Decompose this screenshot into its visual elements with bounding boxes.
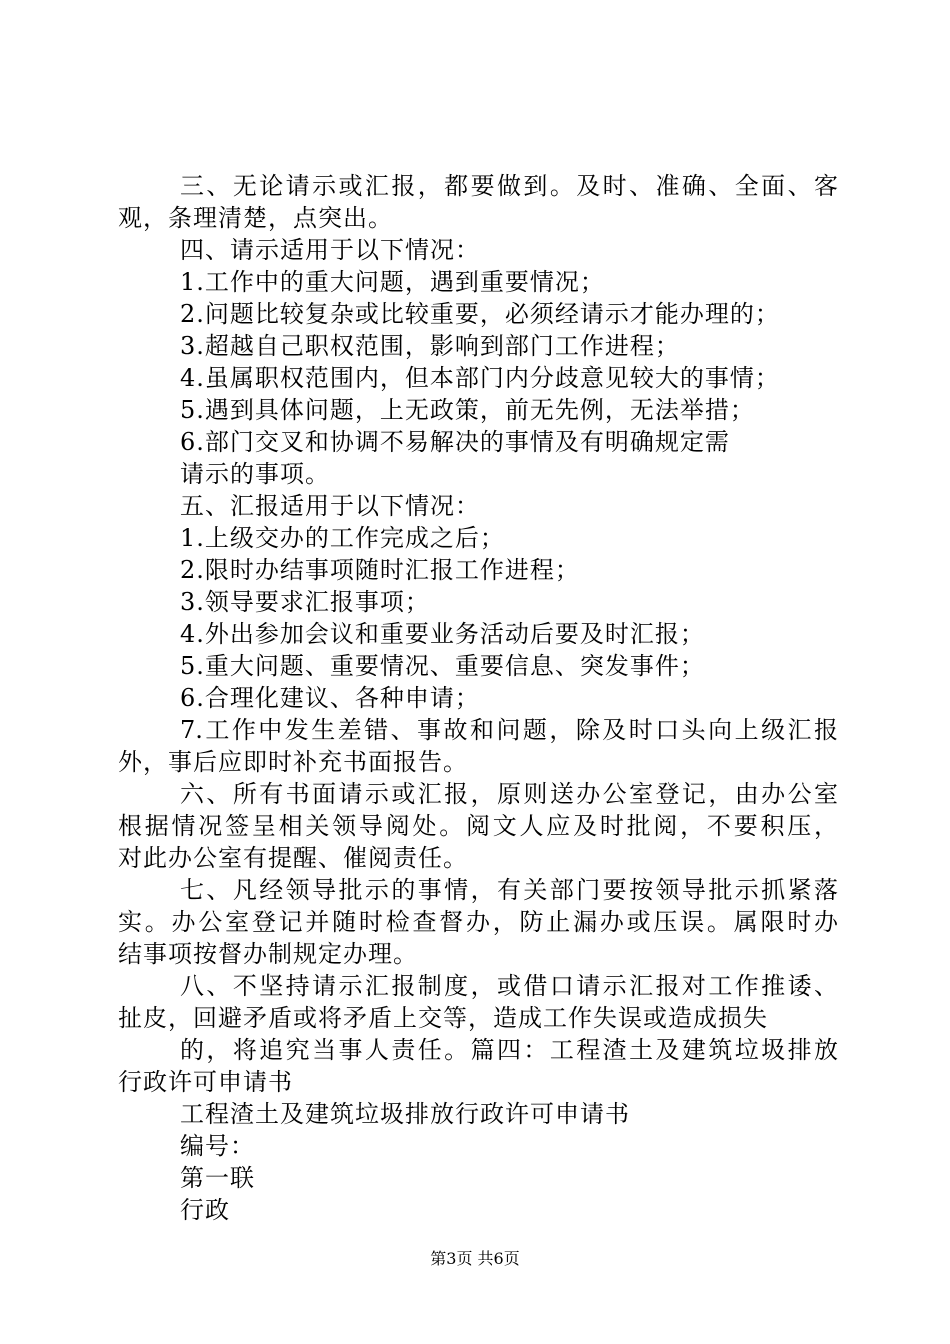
paragraph-line: 四、请示适用于以下情况： [180,236,480,264]
paragraph-line: 根据情况签呈相关领导阅处。阅文人应及时批阅，不要积压， [118,812,838,840]
paragraph-line: 八、不坚持请示汇报制度，或借口请示汇报对工作推诿、 [180,972,838,1000]
paragraph-line: 行政 [180,1196,230,1224]
paragraph-line: 的，将追究当事人责任。篇四：工程渣土及建筑垃圾排放 [180,1036,838,1064]
list-item: 5.重大问题、重要情况、重要信息、突发事件； [180,652,705,680]
paragraph-line: 五、汇报适用于以下情况： [180,492,480,520]
list-item: 4.虽属职权范围内，但本部门内分歧意见较大的事情； [180,364,780,392]
paragraph-line: 三、无论请示或汇报，都要做到。及时、准确、全面、客 [180,172,838,200]
list-item: 1.上级交办的工作完成之后； [180,524,505,552]
paragraph-line: 观，条理清楚，点突出。 [118,204,393,232]
list-item: 1.工作中的重大问题，遇到重要情况； [180,268,605,296]
list-item: 2.问题比较复杂或比较重要，必须经请示才能办理的； [180,300,780,328]
form-copy-label: 第一联 [180,1164,255,1192]
section-title: 工程渣土及建筑垃圾排放行政许可申请书 [180,1100,630,1128]
document-body [118,170,838,1226]
list-item: 7.工作中发生差错、事故和问题，除及时口头向上级汇报 [180,716,838,744]
paragraph-line: 六、所有书面请示或汇报，原则送办公室登记，由办公室 [180,780,838,808]
list-item: 5.遇到具体问题，上无政策，前无先例，无法举措； [180,396,755,424]
paragraph-line: 结事项按督办制规定办理。 [118,940,418,968]
page-number-footer: 第3页 共6页 [430,1249,520,1268]
list-item: 6.部门交叉和协调不易解决的事情及有明确规定需 [180,428,730,456]
list-item: 6.合理化建议、各种申请； [180,684,480,712]
paragraph-line: 外，事后应即时补充书面报告。 [118,748,468,776]
paragraph-line: 七、凡经领导批示的事情，有关部门要按领导批示抓紧落 [180,876,838,904]
form-number-label: 编号： [180,1132,255,1160]
list-item: 请示的事项。 [180,460,330,488]
paragraph-line: 行政许可申请书 [118,1068,293,1096]
list-item: 2.限时办结事项随时汇报工作进程； [180,556,580,584]
list-item: 4.外出参加会议和重要业务活动后要及时汇报； [180,620,705,648]
paragraph-line: 扯皮，回避矛盾或将矛盾上交等，造成工作失误或造成损失 [118,1004,768,1032]
paragraph-line: 对此办公室有提醒、催阅责任。 [118,844,468,872]
list-item: 3.领导要求汇报事项； [180,588,430,616]
list-item: 3.超越自己职权范围，影响到部门工作进程； [180,332,680,360]
paragraph-line: 实。办公室登记并随时检查督办，防止漏办或压误。属限时办 [118,908,838,936]
